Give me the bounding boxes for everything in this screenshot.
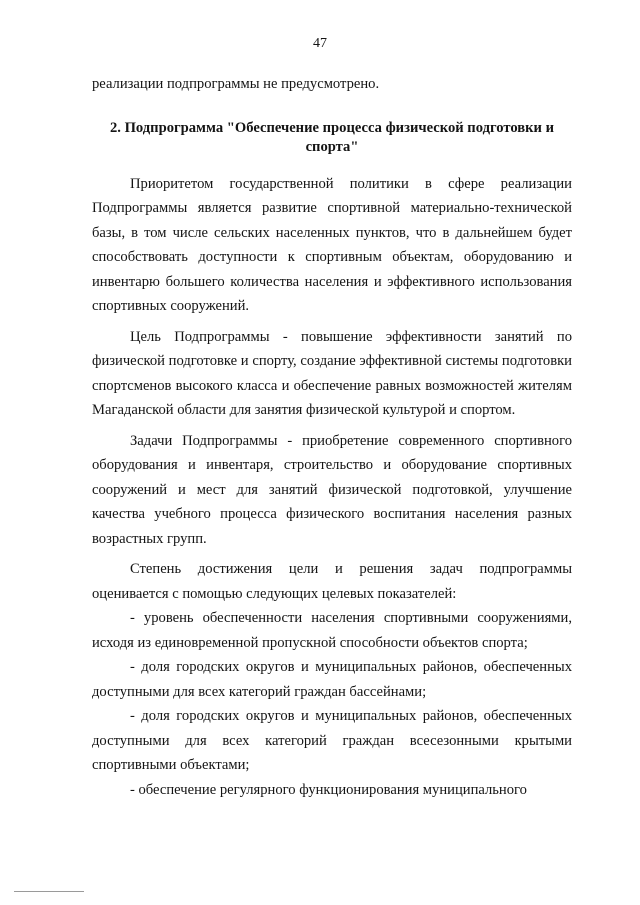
intro-line: реализации подпрограммы не предусмотрено. — [92, 76, 380, 92]
indicator-item: - уровень обеспеченности населения спортивными сооружениями, исходя из единовременной пропускной способности объектов спорта; — [92, 610, 572, 651]
footer-rule — [14, 891, 84, 892]
indicator-item: - обеспечение регулярного функционирования муниципального — [130, 781, 527, 798]
document-body — [92, 72, 572, 802]
indicator-item: - доля городских округов и муниципальных районов, обеспеченных доступными для всех категорий граждан всесезонными крытыми спортивными объектами; — [92, 708, 572, 773]
paragraph-tasks: Задачи Подпрограммы - приобретение современного спортивного оборудования и инвентаря, строительство и оборудование спортивных сооружений и мест для занятий физической подготовкой, улучшение качества учебного процесса физического воспитания населения разных возрастных групп. — [92, 432, 572, 547]
paragraph-goal: Цель Подпрограммы - повышение эффективности занятий по физической подготовке и спорту, создание эффективной системы подготовки спортсменов высокого класса и обеспечение равных возможностей жителям Магаданской области для занятия физической культурой и спортом. — [92, 328, 572, 418]
paragraph-priority: Приоритетом государственной политики в сфере реализации Подпрограммы является развитие спортивной материально-технической базы, в том числе сельских населенных пунктов, что в дальнейшем будет способствовать доступности к спортивным объектам, оборудованию и инвентарю большего количества населения и эффективного использования спортивных сооружений. — [92, 175, 572, 314]
paragraph-indicators-intro: Степень достижения цели и решения задач подпрограммы оценивается с помощью следующих целевых показателей: — [92, 561, 572, 602]
page-number: 47 — [313, 36, 327, 51]
indicator-item: - доля городских округов и муниципальных районов, обеспеченных доступными для всех категорий граждан бассейнами; — [92, 659, 572, 700]
section-heading: 2. Подпрограмма "Обеспечение процесса физической подготовки и спорта" — [109, 119, 555, 155]
